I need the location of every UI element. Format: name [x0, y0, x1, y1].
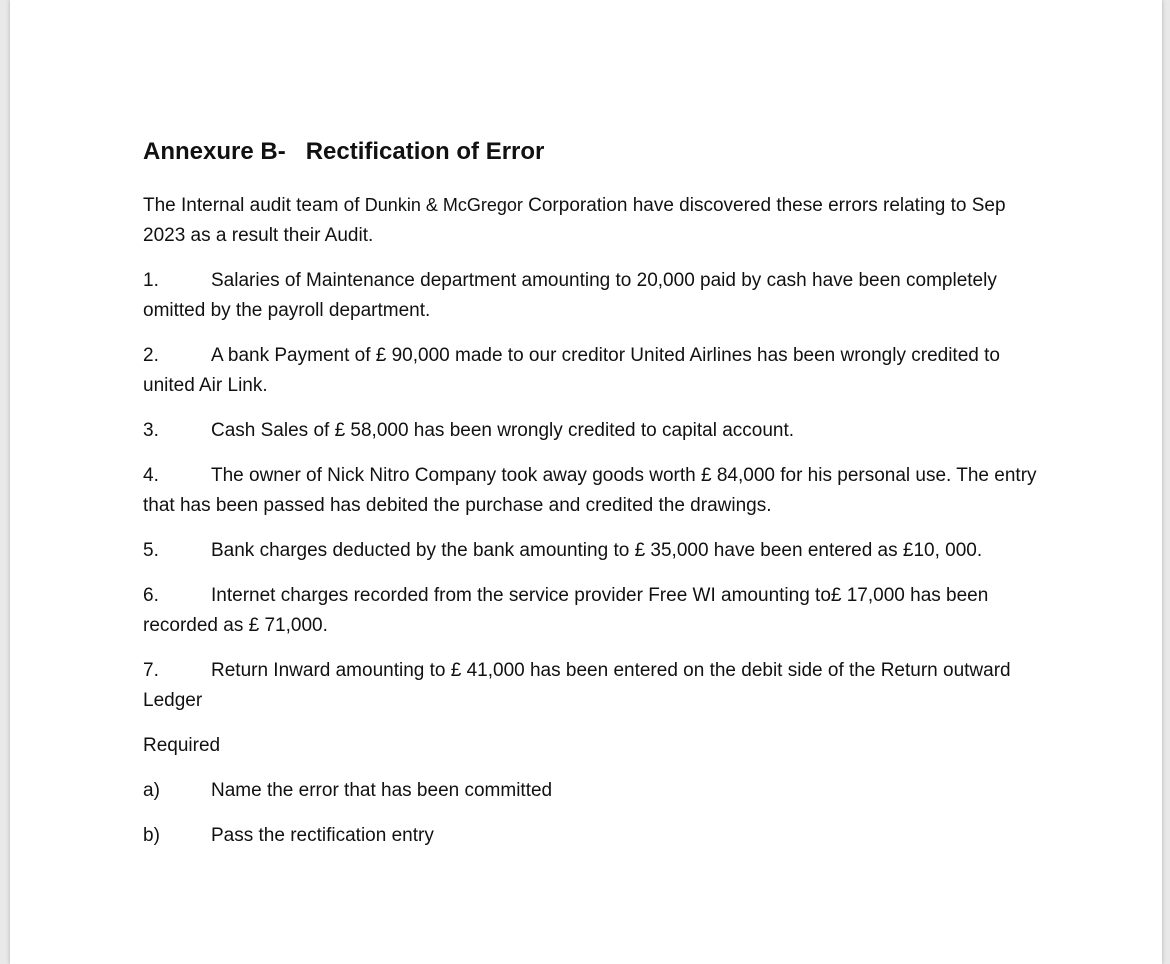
- error-text: Internet charges recorded from the service provider Free WI amounting to£ 17,000 has been recorded as £ 71,000.: [143, 585, 989, 636]
- intro-part-1: The Internal audit team of: [143, 195, 365, 216]
- intro-part-2: Corporation have discovered these errors relating to Sep 2023 as a result their Audit.: [143, 195, 1006, 246]
- required-label: b): [143, 825, 160, 846]
- required-text: Name the error that has been committed: [211, 780, 553, 801]
- error-text: Salaries of Maintenance department amounting to 20,000 paid by cash have been completely omitted by the payroll department.: [143, 270, 997, 321]
- error-number: 4.: [143, 465, 159, 486]
- required-item-a: [143, 776, 1043, 806]
- company-name: Dunkin & McGregor: [364, 195, 523, 215]
- error-item-5: [143, 536, 1043, 566]
- error-number: 2.: [143, 345, 159, 366]
- intro-paragraph: [143, 190, 1043, 251]
- document-page: [10, 0, 1162, 964]
- error-number: 5.: [143, 540, 159, 561]
- required-text: Pass the rectification entry: [211, 825, 434, 846]
- error-item-6: [143, 581, 1043, 641]
- error-text: The owner of Nick Nitro Company took away goods worth £ 84,000 for his personal use. The entry that has been passed has debited the purchase and credited the drawings.: [143, 465, 1037, 516]
- error-text: Bank charges deducted by the bank amounting to £ 35,000 have been entered as £10, 000.: [211, 540, 983, 561]
- error-item-1: [143, 266, 1043, 326]
- error-item-3: [143, 416, 1043, 446]
- error-text: Return Inward amounting to £ 41,000 has been entered on the debit side of the Return outward Ledger: [143, 660, 1011, 711]
- error-item-2: [143, 341, 1043, 401]
- error-item-7: [143, 656, 1043, 716]
- required-item-b: [143, 821, 1043, 851]
- error-text: A bank Payment of £ 90,000 made to our creditor United Airlines has been wrongly credited to united Air Link.: [143, 345, 1000, 396]
- error-number: 3.: [143, 420, 159, 441]
- error-number: 6.: [143, 585, 159, 606]
- required-label: a): [143, 780, 160, 801]
- document-content: [143, 134, 1043, 866]
- error-item-4: [143, 461, 1043, 521]
- error-text: Cash Sales of £ 58,000 has been wrongly credited to capital account.: [211, 420, 795, 441]
- error-number: 7.: [143, 660, 159, 681]
- required-heading: Required: [143, 735, 221, 756]
- document-title: Annexure B- Rectification of Error: [143, 138, 545, 165]
- error-number: 1.: [143, 270, 159, 291]
